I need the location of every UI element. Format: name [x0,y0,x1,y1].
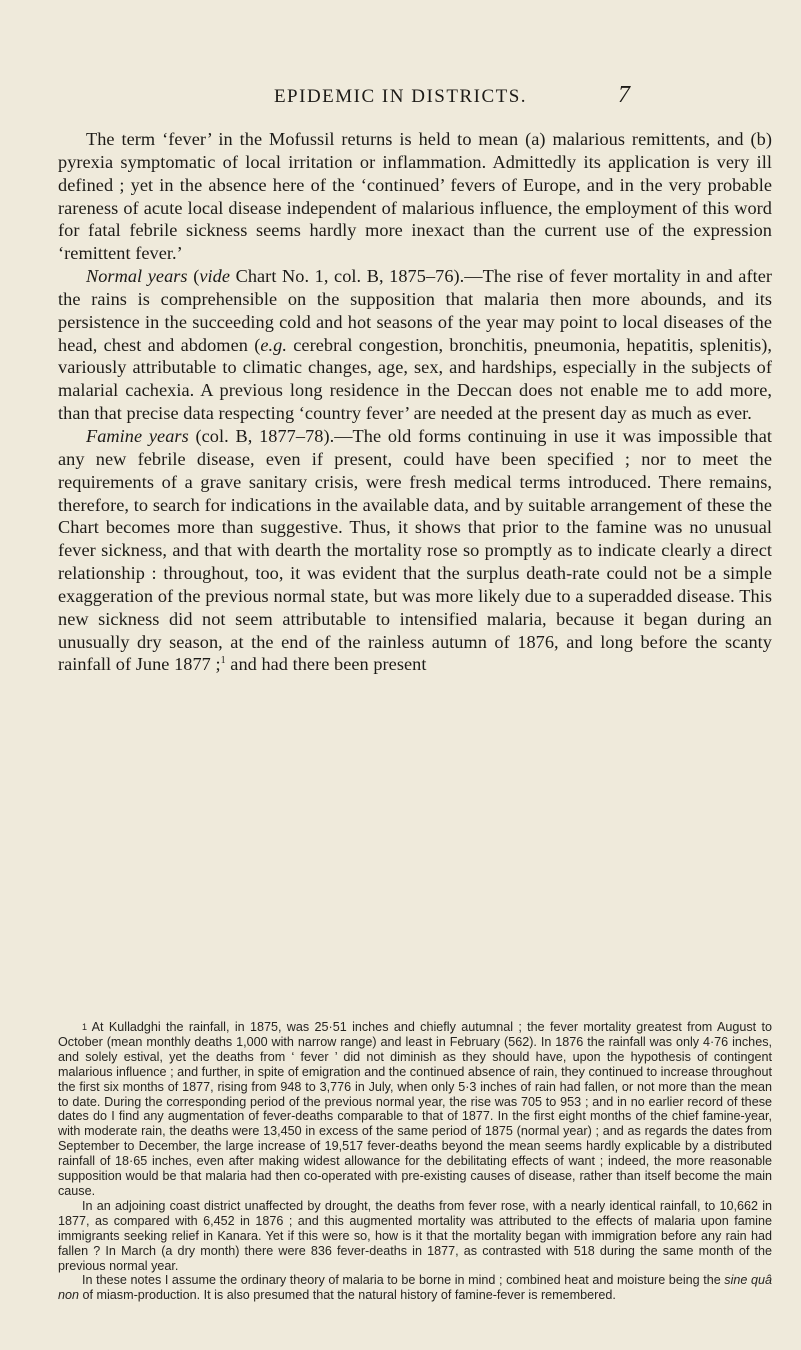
eg-term: e.g. [260,334,287,355]
section-heading-normal-years: Normal years [86,266,188,287]
paragraph-famine-years: Famine years (col. B, 1877–78).—The old forms continuing in use it was impossible that any new febrile disease, even if present, could have been specified ; nor to meet the requirements of a grave sanitary crisis, were fresh medical terms introduced. There remains, therefore, to search for indications in the available data, and by suitable arrangement of these the Chart becomes more than suggestive. Thus, it shows that prior to the famine was no unusual fever sickness, and that with dearth the mortality rose so promptly as to indicate clearly a direct relationship : throughout, too, it was evident that the surplus death-rate could not be a simple exaggeration of the previous normal state, but was more likely due to a superadded disease. This new sickness did not seem attributable to intensified malaria, because it began during an unusually dry season, at the end of the rainless autumn of 1876, and long before the scanty rainfall of June 1877 ;$^1$ and had there been present [58,425,772,675]
page-number: 7 [618,82,630,108]
latin-term: sine quâ non [58,1273,772,1303]
vide-term: vide [199,266,230,287]
footnote-1: $^1$ At Kulladghi the rainfall, in 1875, was 25·51 inches and chiefly autumnal ; the fever mortality greatest from August to October (mean monthly deaths 1,000 with narrow range) and least in February (562). In 1876 the rainfall was only 4·76 inches, and solely estival, yet the deaths from ‘ fever ’ did not diminish as they should have, upon the hypothesis of contingent malarious influence ; and further, in spite of emigration and the continued absence of rain, they continued to increase throughout the first six months of 1877, rising from 948 to 3,776 in July, when only 5·3 inches of rain had fallen, or not more than the mean to date. During the corresponding period of the previous normal year, the rise was 705 to 953 ; and in no earlier record of these dates do I find any augmentation of fever-deaths comparable to that of 1877. In the first eight months of the chief famine-year, with moderate rain, the deaths were 13,450 in excess of the same period of 1875 (normal year) ; and as regards the dates from September to December, the large increase of 19,517 fever-deaths beyond the mean seems hardly explicable by a distributed rainfall of 18·65 inches, even after making widest allowance for the debilitating effects of want ; indeed, the more reasonable supposition would be that malaria had then co-operated with pre-existing causes of disease, rather than itself become the main cause. [58,1020,772,1198]
paragraph-normal-years: Normal years (vide Chart No. 1, col. B, 1875–76).—The rise of fever mortality in and after the rains is comprehensible on the supposition that malaria then more abounds, and its persistence in the succeeding cold and hot seasons of the year may point to local diseases of the head, chest and abdomen (e.g. cerebral congestion, bronchitis, pneumonia, hepatitis, splenitis), variously attributable to climatic changes, age, sex, and hardships, especially in the subjects of malarial cachexia. A previous long residence in the Deccan does not enable me to add more, than that precise data respecting ‘country fever’ are needed at the present day as much as ever. [58,266,773,424]
footnote-malaria-theory: In these notes I assume the ordinary theory of malaria to be borne in mind ; combined heat and moisture being the sine quâ non of miasm-production. It is also presumed that the natural history of famine-fever is remembered. [58,1273,772,1303]
footnote-kanara: In an adjoining coast district unaffected by drought, the deaths from fever rose, with a nearly identical rainfall, to 10,662 in 1877, as compared with 6,452 in 1876 ; and this augmented mortality was attributed to the effects of malaria upon famine immigrants seeking relief in Kanara. Yet if this were so, how is it that the mortality began with immigration before any rain had fallen ? In March (a dry month) there were 836 fever-deaths in 1877, as contrasted with 518 during the same month of the previous normal year. [58,1198,772,1273]
page-header [0,82,801,116]
section-heading-famine-years: Famine years [86,425,189,446]
running-head: EPIDEMIC IN DISTRICTS. [273,86,528,107]
footnotes [58,1020,772,1303]
footnote-marker: 1 [82,1022,88,1032]
main-text [58,128,772,676]
footnote-reference: 1 [220,655,226,667]
paragraph-fever-term: The term ‘fever’ in the Mofussil returns is held to mean (a) malarious remittents, and (b) pyrexia symptomatic of local irritation or inflammation. Admittedly its application is very ill defined ; yet in the absence here of the ‘continued’ fevers of Europe, and in the very probable rareness of acute local disease independent of malarious influence, the employment of this word for fatal febrile sickness seems hardly more inexact than the current use of the expression ‘remittent fever.’ [58,129,772,264]
